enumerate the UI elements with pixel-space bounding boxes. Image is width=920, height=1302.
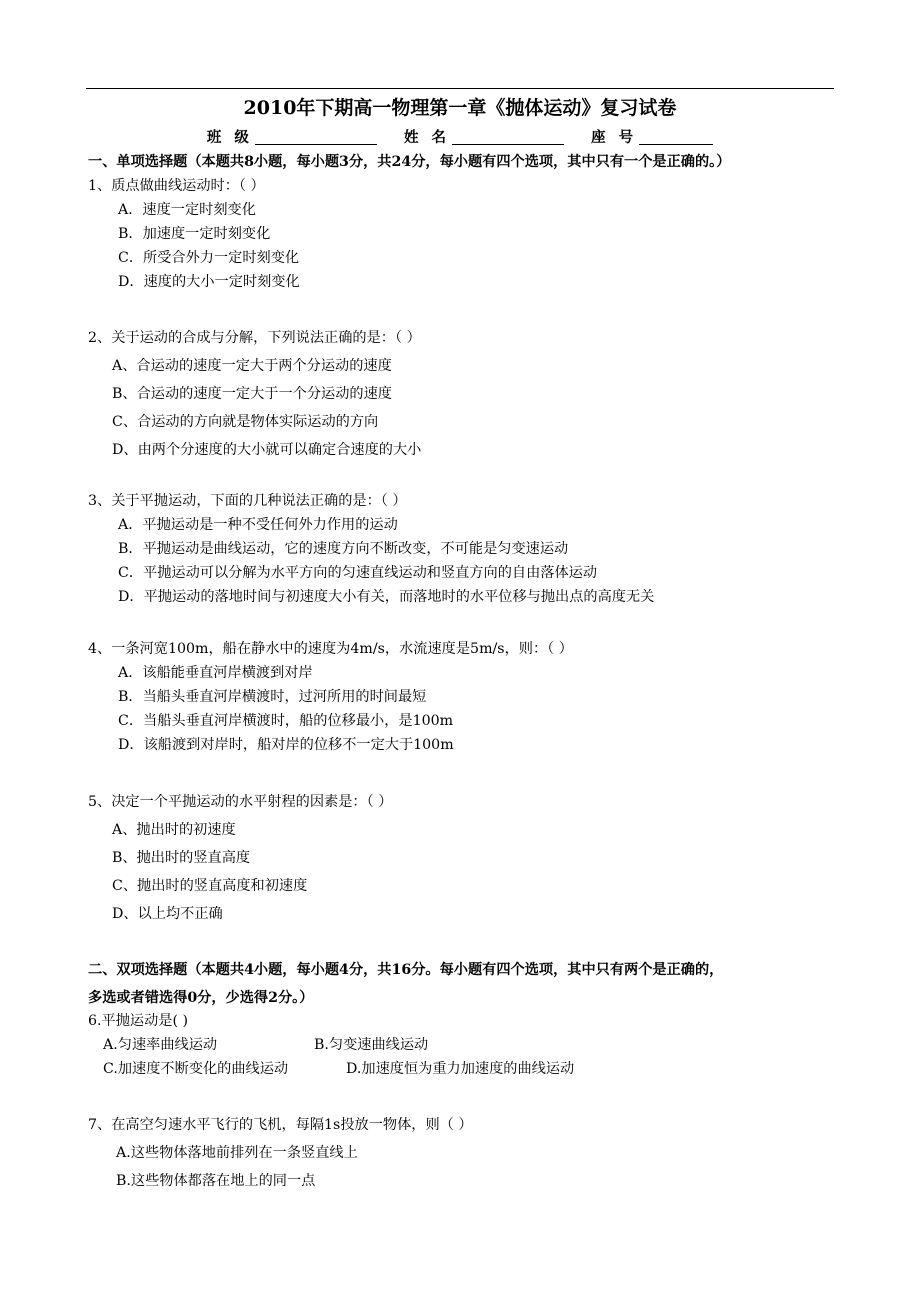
q1-stem: 1、质点做曲线运动时：（ ） bbox=[88, 178, 265, 194]
section2-heading-line1: 二、双项选择题（本题共4小题，每小题4分，共16分。每小题有四个选项，其中只有两个是正确的， bbox=[88, 962, 724, 978]
q2-option-c: C、合运动的方向就是物体实际运动的方向 bbox=[112, 414, 379, 430]
q6-option-b: B.匀变速曲线运动 bbox=[314, 1037, 429, 1053]
section2-heading-line2: 多选或者错选得0分，少选得2分。） bbox=[88, 990, 314, 1006]
exam-title: 2010年下期高一物理第一章《抛体运动》复习试卷 bbox=[243, 97, 677, 119]
q2-option-a: A、合运动的速度一定大于两个分运动的速度 bbox=[112, 358, 392, 374]
q6-option-d: D.加速度恒为重力加速度的曲线运动 bbox=[346, 1061, 575, 1077]
q6-option-a: A.匀速率曲线运动 bbox=[103, 1037, 218, 1053]
q1-option-d: D．速度的大小一定时刻变化 bbox=[118, 274, 300, 290]
q2-option-b: B、合运动的速度一定大于一个分运动的速度 bbox=[112, 386, 392, 402]
q2-stem: 2、关于运动的合成与分解，下列说法正确的是：（ ） bbox=[88, 330, 421, 346]
q7-option-b: B.这些物体都落在地上的同一点 bbox=[116, 1173, 316, 1189]
name-label: 姓 名 bbox=[403, 129, 451, 146]
q3-option-c: C．平抛运动可以分解为水平方向的匀速直线运动和竖直方向的自由落体运动 bbox=[118, 565, 598, 581]
q2-option-d: D、由两个分速度的大小就可以确定合速度的大小 bbox=[112, 442, 422, 458]
q1-option-b: B．加速度一定时刻变化 bbox=[118, 226, 271, 242]
q5-option-b: B、抛出时的竖直高度 bbox=[112, 850, 251, 866]
q5-option-d: D、以上均不正确 bbox=[112, 906, 223, 922]
seat-label: 座 号 bbox=[591, 129, 638, 146]
header-rule bbox=[86, 88, 834, 89]
q1-option-c: C．所受合外力一定时刻变化 bbox=[118, 250, 300, 266]
q4-option-d: D．该船渡到对岸时，船对岸的位移不一定大于100m bbox=[118, 737, 454, 753]
q4-option-a: A．该船能垂直河岸横渡到对岸 bbox=[118, 665, 313, 681]
class-blank[interactable] bbox=[255, 128, 377, 145]
q3-stem: 3、关于平抛运动，下面的几种说法正确的是：（ ） bbox=[88, 493, 407, 509]
q4-option-b: B．当船头垂直河岸横渡时，过河所用的时间最短 bbox=[118, 689, 427, 705]
q7-stem: 7、在高空匀速水平飞行的飞机，每隔1s投放一物体，则（ ） bbox=[88, 1117, 473, 1133]
q5-stem: 5、决定一个平抛运动的水平射程的因素是：（ ） bbox=[88, 794, 393, 810]
q7-option-a: A.这些物体落地前排列在一条竖直线上 bbox=[116, 1145, 358, 1161]
q3-option-b: B．平抛运动是曲线运动，它的速度方向不断改变，不可能是匀变速运动 bbox=[118, 541, 569, 557]
q6-option-c: C.加速度不断变化的曲线运动 bbox=[103, 1061, 289, 1077]
name-blank[interactable] bbox=[452, 128, 564, 145]
q4-option-c: C．当船头垂直河岸横渡时，船的位移最小，是100m bbox=[118, 713, 454, 729]
section1-heading: 一、单项选择题（本题共8小题，每小题3分，共24分，每小题有四个选项，其中只有一个是正确的。） bbox=[88, 154, 731, 170]
student-info-row bbox=[0, 126, 920, 147]
q6-stem: 6.平抛运动是( ) bbox=[88, 1013, 189, 1029]
q5-option-c: C、抛出时的竖直高度和初速度 bbox=[112, 878, 308, 894]
seat-blank[interactable] bbox=[639, 128, 713, 145]
q3-option-a: A．平抛运动是一种不受任何外力作用的运动 bbox=[118, 517, 398, 533]
q4-stem: 4、一条河宽100m，船在静水中的速度为4m/s，水流速度是5m/s，则：（ ） bbox=[88, 641, 573, 657]
q5-option-a: A、抛出时的初速度 bbox=[112, 822, 236, 838]
class-label: 班 级 bbox=[206, 129, 253, 146]
q1-option-a: A．速度一定时刻变化 bbox=[118, 202, 256, 218]
q3-option-d: D．平抛运动的落地时间与初速度大小有关，而落地时的水平位移与抛出点的高度无关 bbox=[118, 589, 655, 605]
